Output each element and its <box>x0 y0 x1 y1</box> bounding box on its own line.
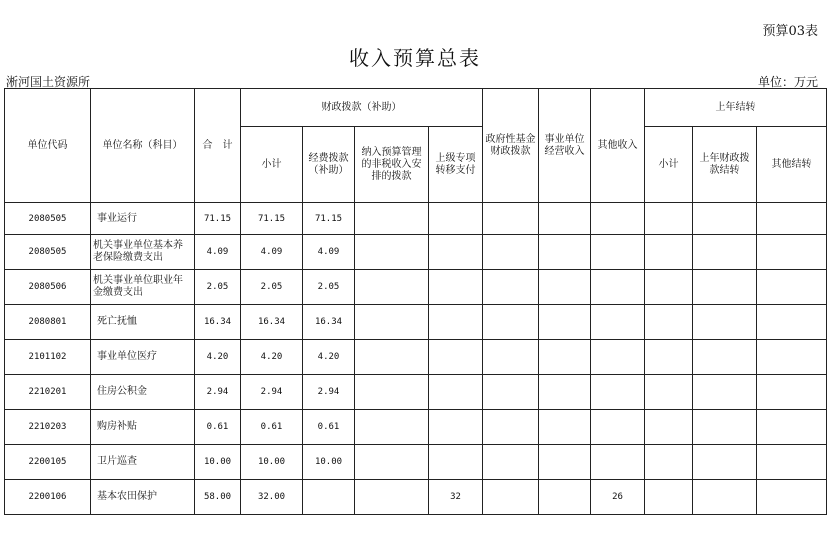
row-total: 4.09 <box>195 235 241 270</box>
row-carry-subtotal <box>645 235 693 270</box>
row-fiscal-operating: 4.20 <box>303 340 355 375</box>
unit-label: 单位：万元 <box>757 75 818 89</box>
row-fiscal-transfer <box>429 305 483 340</box>
row-carry-fiscal <box>693 480 757 515</box>
page-title: 收入预算总表 <box>349 46 481 70</box>
row-carry-subtotal <box>645 375 693 410</box>
row-carry-other <box>757 305 827 340</box>
row-name: 机关事业单位基本养老保险缴费支出 <box>91 235 195 270</box>
table-row <box>5 235 827 270</box>
row-business-income <box>539 410 591 445</box>
row-code: 2210201 <box>5 375 91 410</box>
row-gov-fund <box>483 340 539 375</box>
row-code: 2200105 <box>5 445 91 480</box>
table-row <box>5 375 827 410</box>
row-name: 事业单位医疗 <box>91 340 195 375</box>
header-carryover: 上年结转 <box>645 89 827 127</box>
row-fiscal-nontax <box>355 270 429 305</box>
row-gov-fund <box>483 270 539 305</box>
row-carry-fiscal <box>693 340 757 375</box>
row-total: 16.34 <box>195 305 241 340</box>
row-fiscal-subtotal: 2.94 <box>241 375 303 410</box>
budget-table <box>4 88 827 515</box>
row-name: 购房补贴 <box>91 410 195 445</box>
row-total: 4.20 <box>195 340 241 375</box>
row-fiscal-transfer <box>429 375 483 410</box>
row-fiscal-transfer <box>429 270 483 305</box>
row-carry-subtotal <box>645 410 693 445</box>
form-number: 预算03表 <box>762 24 818 39</box>
header-fiscal-nontax: 纳入预算管理的非税收入安排的拨款 <box>355 127 429 203</box>
row-fiscal-operating <box>303 480 355 515</box>
row-fiscal-subtotal: 16.34 <box>241 305 303 340</box>
header-carry-other: 其他结转 <box>757 127 827 203</box>
header-gov-fund: 政府性基金财政拨款 <box>483 89 539 203</box>
row-business-income <box>539 235 591 270</box>
header-total: 合 计 <box>195 89 241 203</box>
row-fiscal-transfer <box>429 445 483 480</box>
row-fiscal-nontax <box>355 375 429 410</box>
row-code: 2080505 <box>5 203 91 235</box>
row-gov-fund <box>483 480 539 515</box>
row-code: 2080505 <box>5 235 91 270</box>
row-carry-subtotal <box>645 305 693 340</box>
row-code: 2210203 <box>5 410 91 445</box>
header-business-income: 事业单位经营收入 <box>539 89 591 203</box>
row-carry-other <box>757 480 827 515</box>
row-business-income <box>539 305 591 340</box>
row-total: 0.61 <box>195 410 241 445</box>
row-carry-subtotal <box>645 203 693 235</box>
row-carry-fiscal <box>693 445 757 480</box>
table-row <box>5 340 827 375</box>
row-fiscal-transfer <box>429 203 483 235</box>
row-carry-other <box>757 270 827 305</box>
row-total: 58.00 <box>195 480 241 515</box>
row-fiscal-operating: 2.94 <box>303 375 355 410</box>
row-carry-other <box>757 340 827 375</box>
row-total: 2.05 <box>195 270 241 305</box>
table-row <box>5 203 827 235</box>
row-carry-other <box>757 203 827 235</box>
row-carry-fiscal <box>693 410 757 445</box>
header-other-income: 其他收入 <box>591 89 645 203</box>
row-code: 2080801 <box>5 305 91 340</box>
row-business-income <box>539 203 591 235</box>
row-fiscal-nontax <box>355 480 429 515</box>
row-fiscal-operating: 4.09 <box>303 235 355 270</box>
row-carry-subtotal <box>645 340 693 375</box>
header-carry-fiscal: 上年财政拨款结转 <box>693 127 757 203</box>
row-fiscal-operating: 16.34 <box>303 305 355 340</box>
header-fiscal-operating: 经费拨款（补助） <box>303 127 355 203</box>
row-carry-fiscal <box>693 235 757 270</box>
row-carry-other <box>757 445 827 480</box>
row-fiscal-operating: 10.00 <box>303 445 355 480</box>
table-row <box>5 410 827 445</box>
row-business-income <box>539 480 591 515</box>
row-other-income <box>591 445 645 480</box>
row-fiscal-nontax <box>355 410 429 445</box>
row-carry-other <box>757 235 827 270</box>
row-fiscal-operating: 71.15 <box>303 203 355 235</box>
header-code: 单位代码 <box>5 89 91 203</box>
row-name: 机关事业单位职业年金缴费支出 <box>91 270 195 305</box>
row-fiscal-subtotal: 4.20 <box>241 340 303 375</box>
row-other-income <box>591 203 645 235</box>
row-fiscal-nontax <box>355 340 429 375</box>
row-carry-other <box>757 375 827 410</box>
row-carry-subtotal <box>645 445 693 480</box>
row-fiscal-operating: 0.61 <box>303 410 355 445</box>
row-fiscal-subtotal: 32.00 <box>241 480 303 515</box>
row-name: 卫片巡查 <box>91 445 195 480</box>
row-business-income <box>539 270 591 305</box>
row-other-income: 26 <box>591 480 645 515</box>
row-carry-subtotal <box>645 270 693 305</box>
row-name: 住房公积金 <box>91 375 195 410</box>
row-fiscal-nontax <box>355 445 429 480</box>
row-carry-fiscal <box>693 203 757 235</box>
row-carry-other <box>757 410 827 445</box>
row-fiscal-transfer <box>429 410 483 445</box>
row-other-income <box>591 305 645 340</box>
row-name: 死亡抚恤 <box>91 305 195 340</box>
table-row <box>5 445 827 480</box>
row-gov-fund <box>483 375 539 410</box>
table-row <box>5 480 827 515</box>
row-fiscal-subtotal: 2.05 <box>241 270 303 305</box>
row-gov-fund <box>483 235 539 270</box>
row-total: 71.15 <box>195 203 241 235</box>
row-other-income <box>591 235 645 270</box>
row-fiscal-nontax <box>355 305 429 340</box>
header-fiscal-transfer: 上级专项转移支付 <box>429 127 483 203</box>
row-total: 10.00 <box>195 445 241 480</box>
row-name: 事业运行 <box>91 203 195 235</box>
header-fiscal: 财政拨款（补助） <box>241 89 483 127</box>
row-gov-fund <box>483 445 539 480</box>
row-name: 基本农田保护 <box>91 480 195 515</box>
row-other-income <box>591 410 645 445</box>
row-gov-fund <box>483 305 539 340</box>
row-fiscal-nontax <box>355 203 429 235</box>
row-fiscal-subtotal: 0.61 <box>241 410 303 445</box>
row-fiscal-transfer <box>429 235 483 270</box>
header-name: 单位名称（科目） <box>91 89 195 203</box>
row-carry-subtotal <box>645 480 693 515</box>
organization-name: 淅河国土资源所 <box>6 75 91 89</box>
row-fiscal-subtotal: 4.09 <box>241 235 303 270</box>
row-fiscal-transfer <box>429 340 483 375</box>
row-fiscal-subtotal: 71.15 <box>241 203 303 235</box>
row-carry-fiscal <box>693 305 757 340</box>
row-other-income <box>591 340 645 375</box>
row-fiscal-transfer: 32 <box>429 480 483 515</box>
row-fiscal-nontax <box>355 235 429 270</box>
row-other-income <box>591 270 645 305</box>
row-other-income <box>591 375 645 410</box>
row-business-income <box>539 340 591 375</box>
header-carry-subtotal: 小计 <box>645 127 693 203</box>
row-gov-fund <box>483 410 539 445</box>
table-row <box>5 270 827 305</box>
row-code: 2101102 <box>5 340 91 375</box>
row-fiscal-operating: 2.05 <box>303 270 355 305</box>
table-row <box>5 305 827 340</box>
row-carry-fiscal <box>693 375 757 410</box>
row-code: 2200106 <box>5 480 91 515</box>
row-gov-fund <box>483 203 539 235</box>
row-carry-fiscal <box>693 270 757 305</box>
row-total: 2.94 <box>195 375 241 410</box>
row-code: 2080506 <box>5 270 91 305</box>
row-fiscal-subtotal: 10.00 <box>241 445 303 480</box>
row-business-income <box>539 445 591 480</box>
header-fiscal-subtotal: 小计 <box>241 127 303 203</box>
row-business-income <box>539 375 591 410</box>
